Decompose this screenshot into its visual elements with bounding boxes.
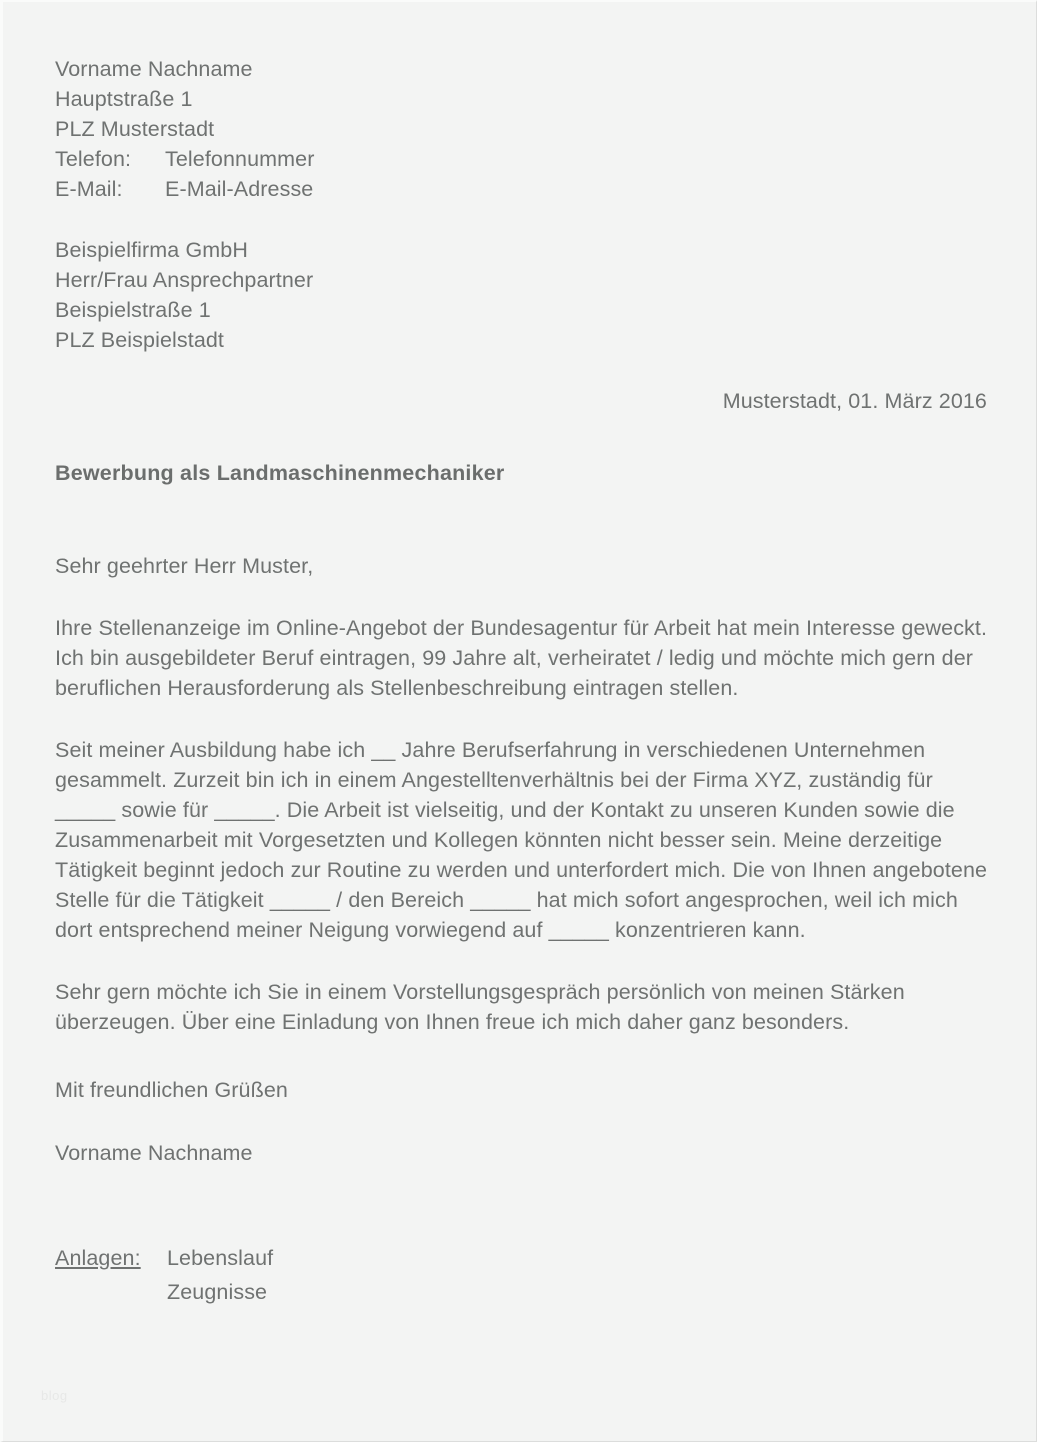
sender-phone-label: Telefon: xyxy=(55,147,132,171)
attachment-item-lebenslauf: Lebenslauf xyxy=(167,1246,274,1270)
recipient-address-block xyxy=(55,235,990,355)
attachment-item-zeugnisse: Zeugnisse xyxy=(167,1280,268,1304)
closing-line: Mit freundlichen Grüßen xyxy=(55,1078,288,1102)
sender-email-row xyxy=(55,174,990,204)
sender-city: PLZ Musterstadt xyxy=(55,117,215,141)
letter-sheet xyxy=(3,2,1036,1441)
subject-line: Bewerbung als Landmaschinenmechaniker xyxy=(55,461,505,485)
watermark-text: blog xyxy=(41,1388,68,1403)
date-line: Musterstadt, 01. März 2016 xyxy=(722,389,987,413)
sender-name: Vorname Nachname xyxy=(55,57,253,81)
attachments-list xyxy=(167,1243,273,1307)
sender-phone-value: Telefonnummer xyxy=(165,147,315,171)
sender-street: Hauptstraße 1 xyxy=(55,87,193,111)
attachments-label: Anlagen: xyxy=(55,1246,141,1270)
sender-email-value: E-Mail-Adresse xyxy=(165,177,314,201)
letter-body xyxy=(55,54,994,1307)
salutation: Sehr geehrter Herr Muster, xyxy=(55,554,314,578)
paragraph-2: Seit meiner Ausbildung habe ich __ Jahre Berufserfahrung in verschiedenen Unternehmen gesammelt. Zurzeit bin ich in einem Angestelltenverhältnis bei der Firma XYZ, zuständig für _____ sowie für _____. Die Arbeit ist vielseitig, und der Kontakt zu unseren Kunden sowie die Zusammenarbeit mit Vorgesetzten und Kollegen könnten nicht besser sein. Meine derzeitige Tätigkeit beginnt jedoch zur Routine zu werden und unterfordert mich. Die von Ihnen angebotene Stelle für die Tätigkeit _____ / den Bereich _____ hat mich sofort angesprochen, weil ich mich dort entsprechend meiner Neigung vorwiegend auf _____ konzentrieren kann. xyxy=(55,738,994,942)
address-spacer xyxy=(55,204,990,235)
recipient-city: PLZ Beispielstadt xyxy=(55,328,225,352)
sender-email-label: E-Mail: xyxy=(55,177,123,201)
paragraph-3: Sehr gern möchte ich Sie in einem Vorstellungsgespräch persönlich von meinen Stärken überzeugen. Über eine Einladung von Ihnen freue ich mich daher ganz besonders. xyxy=(55,980,911,1034)
sender-phone-row xyxy=(55,144,990,174)
signature-name: Vorname Nachname xyxy=(55,1141,253,1165)
recipient-street: Beispielstraße 1 xyxy=(55,298,211,322)
sender-address-block xyxy=(55,54,990,204)
paragraph-1: Ihre Stellenanzeige im Online-Angebot der Bundesagentur für Arbeit hat mein Interesse geweckt. Ich bin ausgebildeter Beruf eintragen, 99 Jahre alt, verheiratet / ledig und möchte mich gern der beruflichen Herausforderung als Stellenbeschreibung eintragen stellen. xyxy=(55,616,994,700)
attachments-block xyxy=(55,1243,990,1307)
recipient-contact: Herr/Frau Ansprechpartner xyxy=(55,268,314,292)
recipient-company: Beispielfirma GmbH xyxy=(55,238,248,262)
